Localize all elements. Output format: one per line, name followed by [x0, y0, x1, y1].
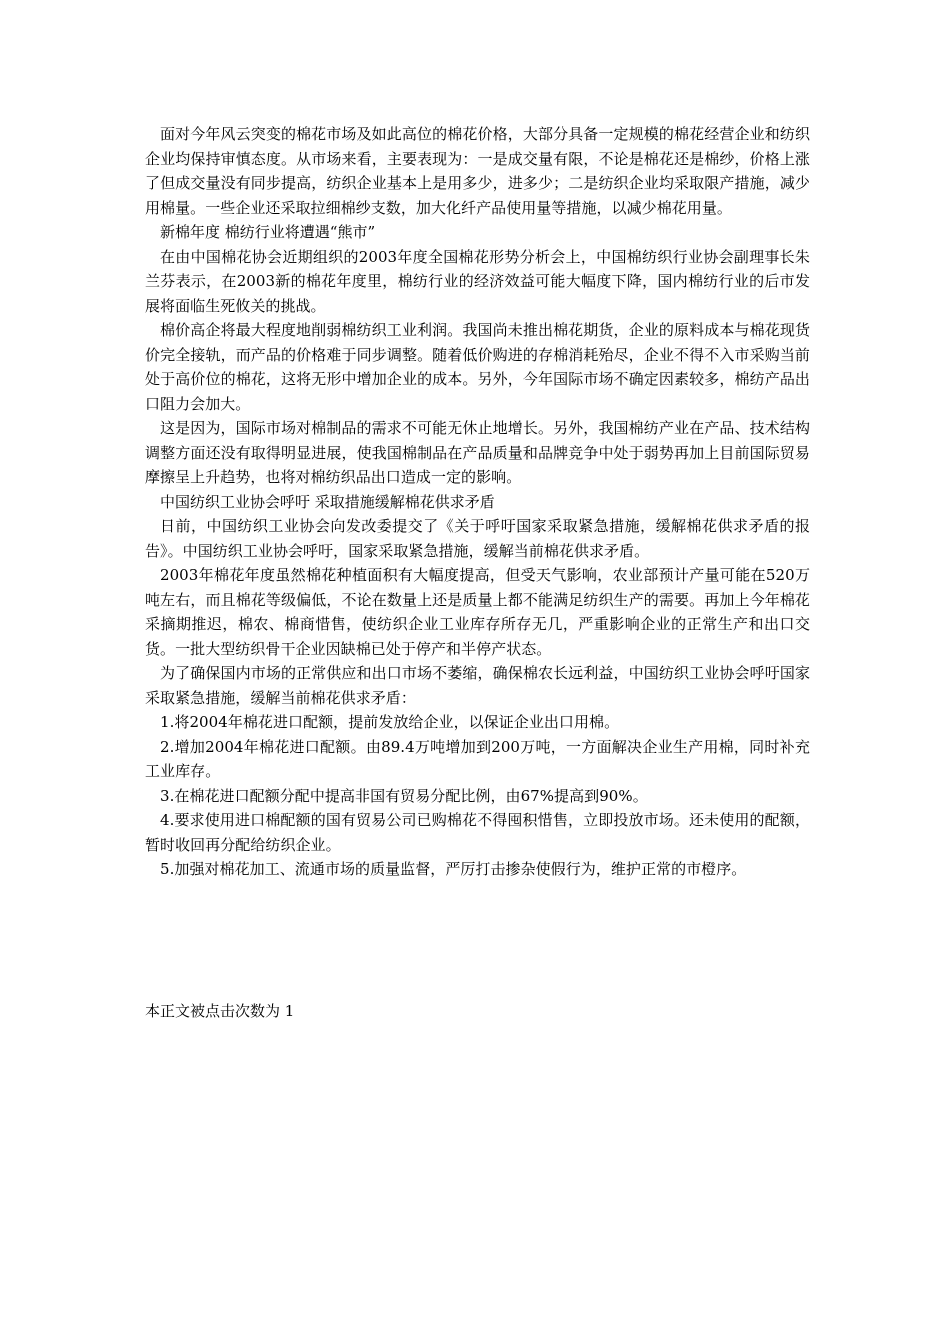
list-item-measure-3: 3.在棉花进口配额分配中提高非国有贸易分配比例，由67%提高到90%。	[160, 786, 648, 805]
subheading-association-appeal: 中国纺织工业协会呼吁 采取措施缓解棉花供求矛盾	[160, 492, 495, 511]
subheading-bear-market: 新棉年度 棉纺行业将遭遇“熊市”	[160, 223, 376, 241]
article-body	[145, 122, 810, 882]
paragraph-analysis-meeting: 在由中国棉花协会近期组织的2003年度全国棉花形势分析会上，中国棉纺织行业协会副理事长朱兰芬表示，在2003新的棉花年度里，棉纺行业的经济效益可能大幅度下降，国内棉纺行业的后市发展将面临生死攸关的挑战。	[145, 247, 810, 315]
paragraph-report-submission: 日前，中国纺织工业协会向发改委提交了《关于呼吁国家采取紧急措施，缓解棉花供求矛盾的报告》。中国纺织工业协会呼吁，国家采取紧急措施，缓解当前棉花供求矛盾。	[145, 517, 810, 560]
paragraph-market-attitude: 面对今年风云突变的棉花市场及如此高位的棉花价格，大部分具备一定规模的棉花经营企业和纺织企业均保持审慎态度。从市场来看，主要表现为：一是成交量有限，不论是棉花还是棉纱，价格上涨了但成交量没有同步提高，纺织企业基本上是用多少，进多少；二是纺织企业均采取限产措施，减少用棉量。一些企业还采取拉细棉纱支数，加大化纤产品使用量等措施，以减少棉花用量。	[145, 125, 810, 217]
click-count: 本正文被点击次数为 1	[145, 1002, 295, 1020]
list-item-measure-2: 2.增加2004年棉花进口配额。由89.4万吨增加到200万吨，一方面解决企业生产用棉，同时补充工业库存。	[145, 737, 810, 780]
paragraph-2003-production: 2003年棉花年度虽然棉花种植面积有大幅度提高，但受天气影响，农业部预计产量可能在520万吨左右，而且棉花等级偏低，不论在数量上还是质量上都不能满足纺织生产的需要。再加上今年棉花采摘期推迟，棉农、棉商惜售，使纺织企业工业库存所存无几，严重影响企业的正常生产和出口交货。一批大型纺织骨干企业因缺棉已处于停产和半停产状态。	[145, 566, 810, 658]
paragraph-international-demand: 这是因为，国际市场对棉制品的需求不可能无休止地增长。另外，我国棉纺产业在产品、技术结构调整方面还没有取得明显进展，使我国棉制品在产品质量和品牌竞争中处于弱势再加上目前国际贸易摩擦呈上升趋势，也将对棉纺织品出口造成一定的影响。	[145, 419, 810, 486]
paragraph-high-price-impact: 棉价高企将最大程度地削弱棉纺织工业利润。我国尚未推出棉花期货，企业的原料成本与棉花现货价完全接轨，而产品的价格难于同步调整。随着低价购进的存棉消耗殆尽，企业不得不入市采购当前处于高价位的棉花，这将无形中增加企业的成本。另外，今年国际市场不确定因素较多，棉纺产品出口阻力会加大。	[145, 321, 810, 413]
paragraph-appeal-intro: 为了确保国内市场的正常供应和出口市场不萎缩，确保棉农长远利益，中国纺织工业协会呼吁国家采取紧急措施，缓解当前棉花供求矛盾：	[145, 664, 810, 707]
list-item-measure-5: 5.加强对棉花加工、流通市场的质量监督，严厉打击掺杂使假行为，维护正常的市橙序。	[160, 860, 747, 878]
list-item-measure-1: 1.将2004年棉花进口配额，提前发放给企业，以保证企业出口用棉。	[160, 713, 620, 731]
list-item-measure-4: 4.要求使用进口棉配额的国有贸易公司已购棉花不得囤积惜售，立即投放市场。还未使用的配额，暂时收回再分配给纺织企业。	[145, 811, 810, 854]
